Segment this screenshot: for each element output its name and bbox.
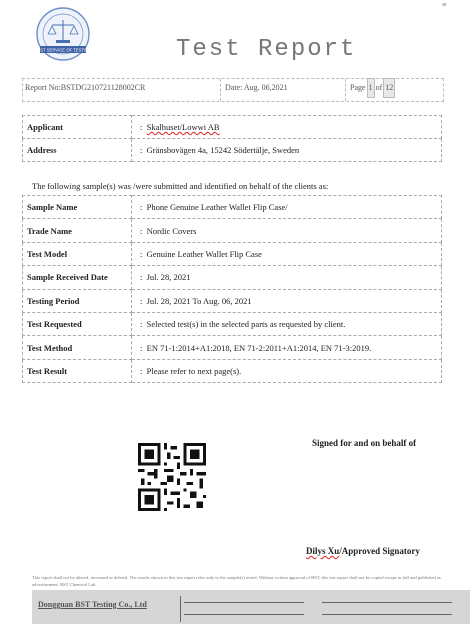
table-row <box>23 196 442 219</box>
address-value: : Gränsbovägen 4a, 15242 Södertälje, Sweden <box>132 139 442 162</box>
row-value: : EN 71-1:2014+A1:2018, EN 71-2:2011+A1:2014, EN 71-3:2019. <box>132 336 442 359</box>
table-row <box>23 219 442 242</box>
address-row <box>23 139 442 162</box>
row-value-text: Jul. 28, 2021 <box>146 272 191 283</box>
applicant-value: : Skalhuset/Lowwi AB <box>132 116 442 139</box>
address-text: Gränsbovägen 4a, 15242 Södertälje, Sweden <box>146 145 300 155</box>
table-row <box>23 359 442 382</box>
page-prefix: Page <box>350 83 368 92</box>
row-value: : Please refer to next page(s). <box>132 359 442 382</box>
report-date: Date: Aug. 06,2021 <box>220 79 345 101</box>
row-value: : Jul. 28, 2021 <box>132 266 442 289</box>
sample-info-table <box>22 195 442 383</box>
row-value-text: Please refer to next page(s). <box>146 365 242 376</box>
row-value: : Nordic Covers <box>132 219 442 242</box>
applicant-name: Skalhuset/Lowwi AB <box>146 122 220 132</box>
row-label: Testing Period <box>23 289 132 312</box>
page-sep: of <box>373 83 385 92</box>
signed-on-behalf: Signed for and on behalf of <box>312 438 417 448</box>
company-logo <box>30 6 96 62</box>
qr-code <box>138 443 206 511</box>
row-label: Trade Name <box>23 219 132 242</box>
footer-line <box>184 602 304 603</box>
row-value: : Genuine Leather Wallet Flip Case <box>132 242 442 265</box>
row-label: Test Result <box>23 359 132 382</box>
intro-text: The following sample(s) was /were submitted and identified on behalf of the clients as: <box>32 181 329 191</box>
applicant-row <box>23 116 442 139</box>
table-row <box>23 266 442 289</box>
row-value-text: EN 71-1:2014+A1:2018, EN 71-2:2011+A1:2014, EN 71-3:2019. <box>146 342 372 353</box>
footer-divider <box>180 596 181 622</box>
applicant-label: Applicant <box>23 116 132 139</box>
page-current: 1 <box>368 79 374 97</box>
footer-line <box>322 614 452 615</box>
table-row <box>23 242 442 265</box>
signatory-title: /Approved Signatory <box>339 546 420 556</box>
footer-line <box>184 614 304 615</box>
row-label: Sample Name <box>23 196 132 219</box>
footer-line <box>322 602 452 603</box>
row-value-text: Selected test(s) in the selected parts as requested by client. <box>146 319 346 330</box>
report-number: Report No:BSTDG210721128002CR <box>25 83 146 92</box>
report-header-row <box>22 78 444 102</box>
table-row <box>23 336 442 359</box>
applicant-table <box>22 115 442 162</box>
logo-text: BEST SERVICE OF TESTING <box>34 47 92 53</box>
signatory-name: Dilys Xu <box>306 546 340 556</box>
table-row <box>23 312 442 335</box>
row-label: Test Method <box>23 336 132 359</box>
page-title: Test Report <box>176 36 357 63</box>
row-label: Test Model <box>23 242 132 265</box>
page-total: 12 <box>384 79 394 97</box>
table-row <box>23 289 442 312</box>
row-value-text: Jul. 28, 2021 To Aug. 06, 2021 <box>146 295 252 306</box>
row-label: Sample Received Date <box>23 266 132 289</box>
corner-mark: ≡ <box>442 0 447 9</box>
row-value: : Phone Genuine Leather Wallet Flip Case/ <box>132 196 442 219</box>
approved-signatory <box>306 546 420 556</box>
disclaimer-note: This report shall not be altered, increased or deleted. The results shown in this test report refer only to the sample(s) tested. Without written approval of BST, this test report shall not be copied except in full and published as advertisement. BST Chemical Lab. <box>32 575 441 587</box>
row-value-text: Genuine Leather Wallet Flip Case <box>146 248 262 259</box>
row-label: Test Requested <box>23 312 132 335</box>
row-value-text: Phone Genuine Leather Wallet Flip Case/ <box>146 202 288 213</box>
company-name: Dongguan BST Testing Co., Ltd <box>38 600 147 609</box>
address-label: Address <box>23 139 132 162</box>
row-value: : Jul. 28, 2021 To Aug. 06, 2021 <box>132 289 442 312</box>
footer-bar <box>32 590 470 624</box>
page-indicator <box>345 79 446 101</box>
row-value: : Selected test(s) in the selected parts as requested by client. <box>132 312 442 335</box>
row-value-text: Nordic Covers <box>146 225 197 236</box>
